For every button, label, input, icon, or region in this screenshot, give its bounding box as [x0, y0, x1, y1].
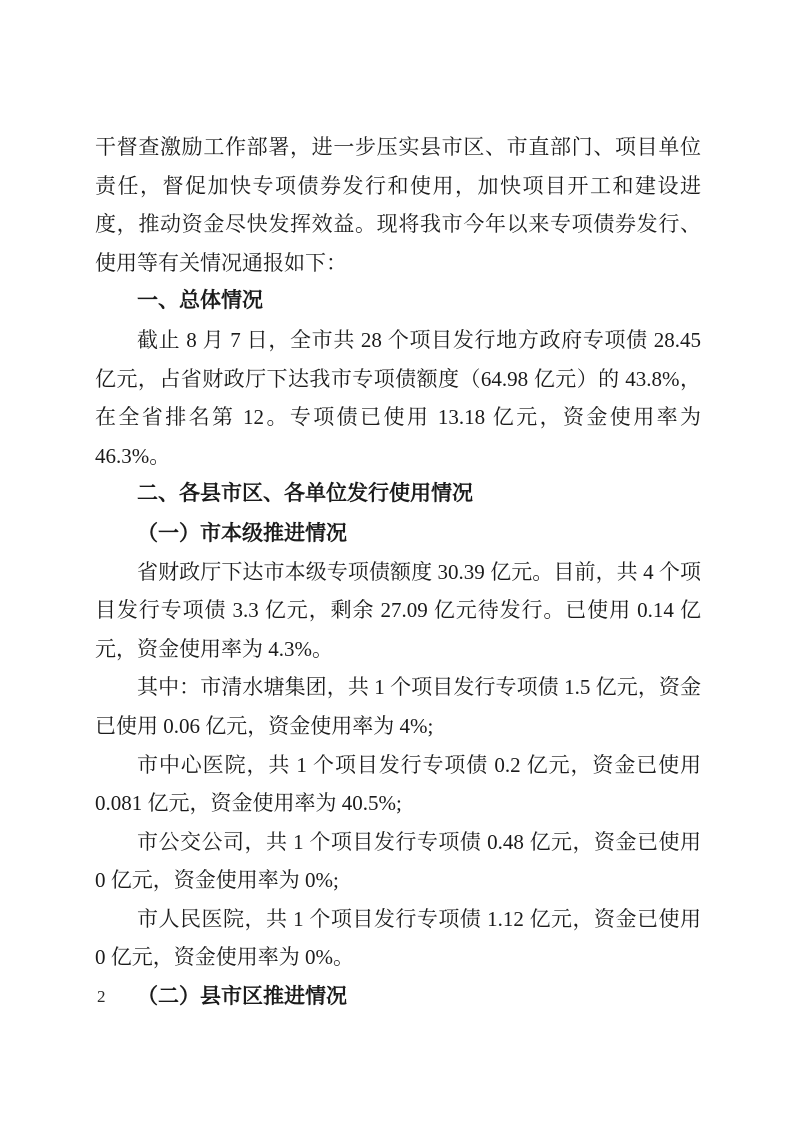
paragraph-qingshuitang-group: 其中：市清水塘集团，共 1 个项目发行专项债 1.5 亿元，资金已使用 0.06 亿元，资金使用率为 4%;	[95, 675, 701, 738]
paragraph-bus-company: 市公交公司，共 1 个项目发行专项债 0.48 亿元，资金已使用 0 亿元，资金使用率为 0%;	[95, 829, 701, 893]
subsection-heading-city-level: （一）市本级推进情况	[137, 520, 347, 545]
page-number: 2	[97, 987, 106, 1006]
section-heading-overall: 一、总体情况	[137, 289, 263, 313]
paragraph-peoples-hospital: 市人民医院，共 1 个项目发行专项债 1.12 亿元，资金已使用 0 亿元，资金使用率为 0%。	[95, 906, 701, 970]
document-body	[95, 128, 701, 1016]
paragraph-central-hospital: 市中心医院，共 1 个项目发行专项债 0.2 亿元，资金已使用 0.081 亿元，资金使用率为 40.5%;	[95, 752, 701, 816]
subsection-heading-counties: （二）县市区推进情况	[137, 984, 347, 1009]
paragraph-overall-stats: 截止 8 月 7 日，全市共 28 个项目发行地方政府专项债 28.45 亿元，占省财政厅下达我市专项债额度（64.98 亿元）的 43.8%，在全省排名第 12。专项债已使用 13.18 亿元，资金使用率为 46.3%。	[95, 327, 701, 468]
paragraph-continued: 干督查激励工作部署，进一步压实县市区、市直部门、项目单位责任，督促加快专项债券发行和使用，加快项目开工和建设进度，推动资金尽快发挥效益。现将我市今年以来专项债券发行、使用等有关情况通报如下：	[95, 135, 701, 275]
paragraph-city-level-stats: 省财政厅下达市本级专项债额度 30.39 亿元。目前，共 4 个项目发行专项债 3.3 亿元，剩余 27.09 亿元待发行。已使用 0.14 亿元，资金使用率为 4.3%。	[95, 559, 701, 661]
section-heading-units: 二、各县市区、各单位发行使用情况	[137, 482, 473, 506]
